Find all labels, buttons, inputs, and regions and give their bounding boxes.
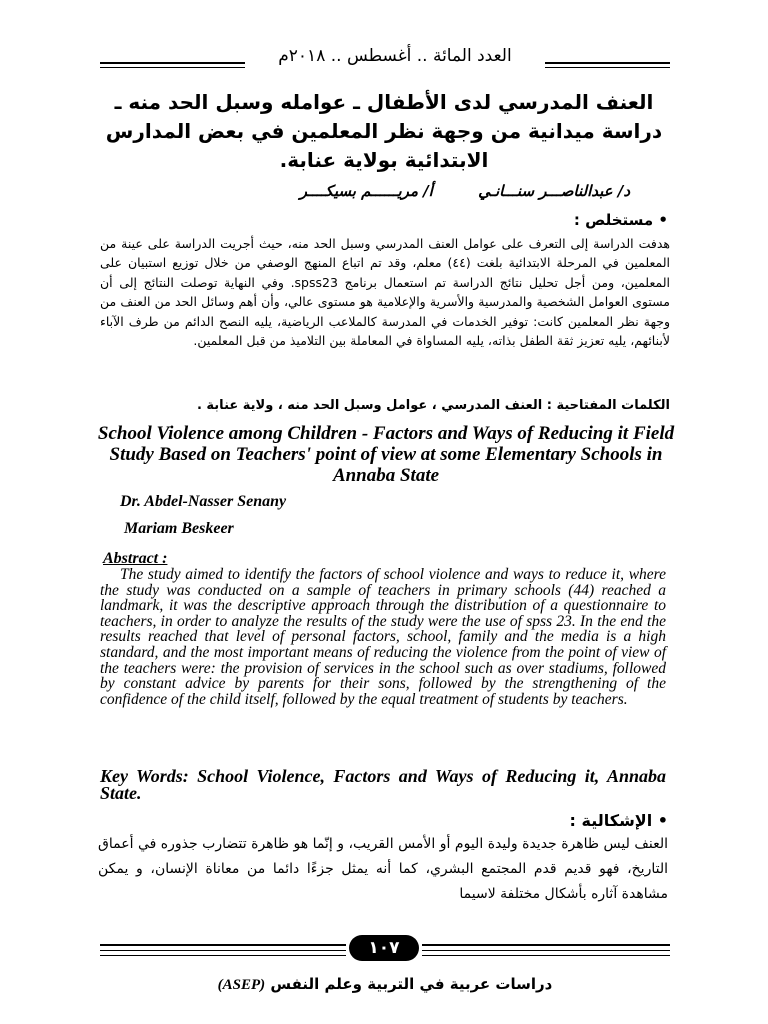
footer-journal-en: (ASEP) [217, 977, 266, 993]
arabic-author-2: أ/ مريــــــم بسيكــــر [299, 182, 433, 200]
english-abstract-text [100, 567, 666, 707]
page-number: ١٠٧ [349, 935, 419, 961]
arabic-author-1: د/ عبدالناصـــر سنـــانـي [478, 182, 630, 200]
header-rule-right [545, 62, 670, 64]
footer-journal-name [200, 975, 570, 994]
arabic-abstract-text: هدفت الدراسة إلى التعرف على عوامل العنف المدرسي وسبل الحد منه، حيث أجريت الدراسة على عينة من المعلمين في المرحلة الابتدائية بلغت (٤٤) معلم، وقد تم اتباع المنهج الوصفي من خلال توزيع استبيان على المعلمين، ومن أجل تحليل نتائج الدراسة تم استعمال برنامج spss23. وفي النهاية توصلت النتائج إلى أن مستوى العوامل الشخصية والمدرسية والأسرية والإعلامية هو مستوى عالي، وأن أهم وسائل الحد من العنف من وجهة نظر المعلمين كانت: توفير الخدمات في المدرسة كالملاعب الرياضية، يليه النصح الدائم من طرف الآباء لأبنائهم، يليه تعزيز ثقة الطفل بذاته، يليه المساواة في المعاملة بين التلاميذ من قبل المعلمين. [100, 236, 671, 349]
intro-text: العنف ليس ظاهرة جديدة وليدة اليوم أو الأمس القريب، و إنّما هو ظاهرة تتضارب جذوره في أعماق التاريخ، فهو قديم قدم المجتمع البشري، كما أنه يمثل جزءًا دائما من معاناة الإنسان، و يمكن مشاهدة آثاره بأشكال مختلفة لاسيما [98, 836, 668, 902]
arabic-keywords: الكلمات المفتاحية : العنف المدرسي ، عوامل وسبل الحد منه ، ولاية عنابة . [196, 398, 670, 413]
header-rule-left-thin [100, 67, 245, 68]
journal-issue-header: العدد المائة .. أغسطس .. ٢٠١٨م [278, 46, 512, 66]
english-author-1: Dr. Abdel-Nasser Senany [120, 493, 287, 510]
footer-rule-right [422, 944, 670, 946]
english-abstract-heading: Abstract : [103, 550, 168, 567]
footer-rule-left-thin-2 [100, 955, 346, 956]
header-rule-left [100, 62, 245, 64]
footer-rule-right-thin-2 [422, 955, 670, 956]
arabic-authors [150, 182, 630, 200]
header-rule-right-thin [545, 67, 670, 68]
intro-heading: • الإشكالية : [569, 811, 668, 830]
footer-rule-left [100, 944, 346, 946]
english-keywords: Key Words: School Violence, Factors and Ways of Reducing it, Annaba State. [100, 766, 666, 803]
arabic-title: العنف المدرسي لدى الأطفال ـ عوامله وسبل الحد منه ـ دراسة ميدانية من وجهة نظر المعلمين في بعض المدارس الابتدائية بولاية عنابة. [105, 90, 663, 172]
english-author-2: Mariam Beskeer [124, 520, 234, 537]
footer-rule-right-thin [422, 950, 670, 951]
arabic-abstract-heading: • مستخلص : [573, 211, 668, 229]
english-title: School Violence among Children - Factors and Ways of Reducing it Field Study Based on Teachers' point of view at some Elementary Schools in Annaba State [97, 423, 675, 486]
footer-journal-ar: دراسات عربية في التربية وعلم النفس [270, 975, 553, 993]
english-abstract-body: The study aimed to identify the factors of school violence and ways to reduce it, where the study was conducted on a sample of teachers in primary schools (44) reached a landmark, it was the descriptive approach through the distribution of a questionnaire to teachers, in order to analyze the results of the study were the use of spss 23. In the end the results reached that level of personal factors, school, family and the media is a high standard, and the most important means of reducing the violence from the point of view of the teachers were: the provision of services in the school such as over stadiums, followed by constant advice by parents for their sons, followed by the strengthening of the confidence of the child itself, followed by the equal treatment of students by teachers. [100, 566, 666, 708]
footer-rule-left-thin [100, 950, 346, 951]
